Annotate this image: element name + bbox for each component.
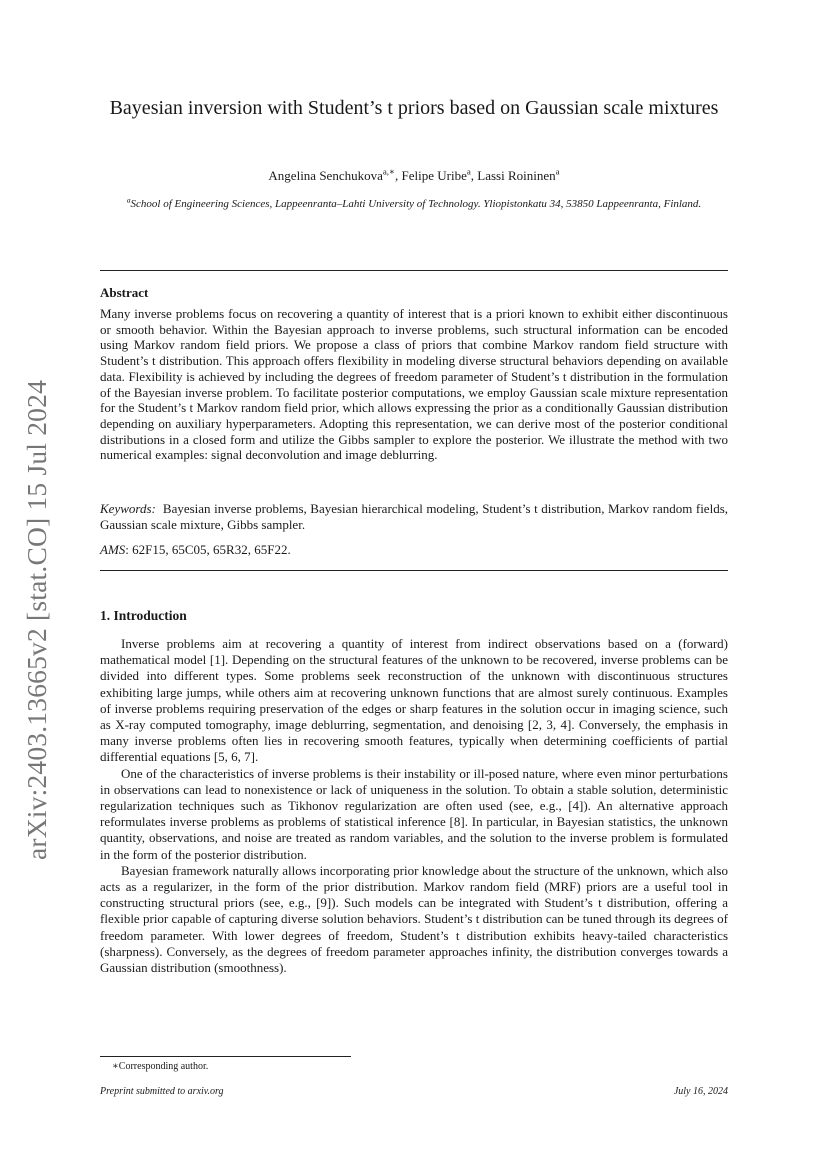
affiliation-mark: a <box>126 195 131 205</box>
arxiv-identifier-stamp <box>22 370 52 870</box>
author-name: Angelina Senchukova <box>268 168 383 183</box>
abstract-top-rule <box>100 270 728 271</box>
author-name: Felipe Uribe <box>401 168 467 183</box>
footnote-rule <box>100 1056 351 1057</box>
ams-label: AMS <box>100 542 126 557</box>
section-heading: 1. Introduction <box>100 608 187 623</box>
author-affiliation-mark: a <box>555 166 560 177</box>
arxiv-id-text: arXiv:2403.13665v2 [stat.CO] 15 Jul 2024 <box>21 379 52 861</box>
abstract-heading: Abstract <box>100 285 149 300</box>
footer-date: July 16, 2024 <box>673 1086 728 1097</box>
footer-preprint-note: Preprint submitted to arxiv.org <box>100 1086 224 1097</box>
author-separator: , <box>470 168 478 183</box>
author-affiliation-mark: a <box>466 166 471 177</box>
paper-title: Bayesian inversion with Student’s t priors based on Gaussian scale mixtures <box>109 97 719 119</box>
affiliation-text: School of Engineering Sciences, Lappeenranta–Lahti University of Technology. Yliopistonkatu 34, 53850 Lappeenranta, Finland. <box>130 198 702 210</box>
keywords-text: Bayesian inverse problems, Bayesian hierarchical modeling, Student’s t distribution, Markov random fields, Gaussian scale mixture, Gibbs sampler. <box>100 501 728 532</box>
author-separator: , <box>395 168 402 183</box>
ams-classification <box>100 542 291 558</box>
paragraph: One of the characteristics of inverse problems is their instability or ill-posed nature, where even minor perturbations in observations can lead to nonexistence or lack of uniqueness in the solution. To obtain a stable solution, deterministic regularization techniques such as Tikhonov regularization are often used (see, e.g., [4]). An alternative approach reformulates inverse problems as problems of statistical inference [8]. In particular, in Bayesian statistics, the unknown quantity, observations, and noise are treated as random variables, and the solution to the inverse problem is formulated in the form of the posterior distribution. <box>100 765 728 862</box>
abstract-bottom-rule <box>100 570 728 571</box>
author-name: Lassi Roininen <box>477 168 556 183</box>
keywords-label: Keywords: <box>100 501 156 516</box>
author-list <box>100 168 728 184</box>
paragraph: Bayesian framework naturally allows incorporating prior knowledge about the structure of the unknown, which also acts as a regularizer, in the form of the prior distribution. Markov random field (MRF) priors are a useful tool in constructing structural priors (see, e.g., [9]). Such models can be integrated with Student’s t distribution, offering a flexible prior capable of capturing diverse solution behaviors. Student’s t distribution can be tuned through its degrees of freedom parameter. With lower degrees of freedom, Student’s t distribution exhibits heavy-tailed characteristics (sharpness). Conversely, as the degrees of freedom parameter approaches infinity, the distribution converges towards a Gaussian distribution (smoothness). <box>100 862 728 976</box>
footnote: ∗Corresponding author. <box>112 1061 209 1072</box>
affiliation <box>100 197 728 211</box>
ams-codes: : 62F15, 65C05, 65R32, 65F22. <box>125 542 291 557</box>
author-affiliation-mark: a,∗ <box>382 166 396 177</box>
abstract-body: Many inverse problems focus on recovering a quantity of interest that is a priori known to exhibit either discontinuous or smooth behavior. Within the Bayesian approach to inverse problems, such structural information can be encoded using Markov random field priors. We propose a class of priors that combine Markov random field structure with Student’s t distribution. This approach offers flexibility in modeling diverse structural behaviors depending on available data. Flexibility is achieved by including the degrees of freedom parameter of Student’s t distribution in the formulation of the Bayesian inverse problem. To facilitate posterior computations, we employ Gaussian scale mixture representation for the Student’s t Markov random field prior, which allows expressing the prior as a conditionally Gaussian distribution depending on auxiliary hyperparameters. Adopting this representation, we can derive most of the posterior conditional distributions in a closed form and utilize the Gibbs sampler to explore the posterior. We illustrate the method with two numerical examples: signal deconvolution and image deblurring. <box>100 306 728 463</box>
keywords <box>100 501 728 533</box>
paragraph: Inverse problems aim at recovering a quantity of interest from indirect observations based on a (forward) mathematical model [1]. Depending on the structural features of the unknown to be recovered, inverse problems can be divided into different types. Some problems seek reconstruction of the unknown with discontinuous structures exhibiting large jumps, while others aim at recovering unknown functions that are almost surely continuous. Examples of inverse problems requiring preservation of the edges or sharp features in the solution occur in imaging science, such as X-ray computed tomography, image deblurring, segmentation, and denoising [2, 3, 4]. Conversely, the emphasis in many inverse problems often lies in recovering smooth features, typically when determining coefficients of partial differential equations [5, 6, 7]. <box>100 636 728 765</box>
section-body <box>100 636 728 976</box>
